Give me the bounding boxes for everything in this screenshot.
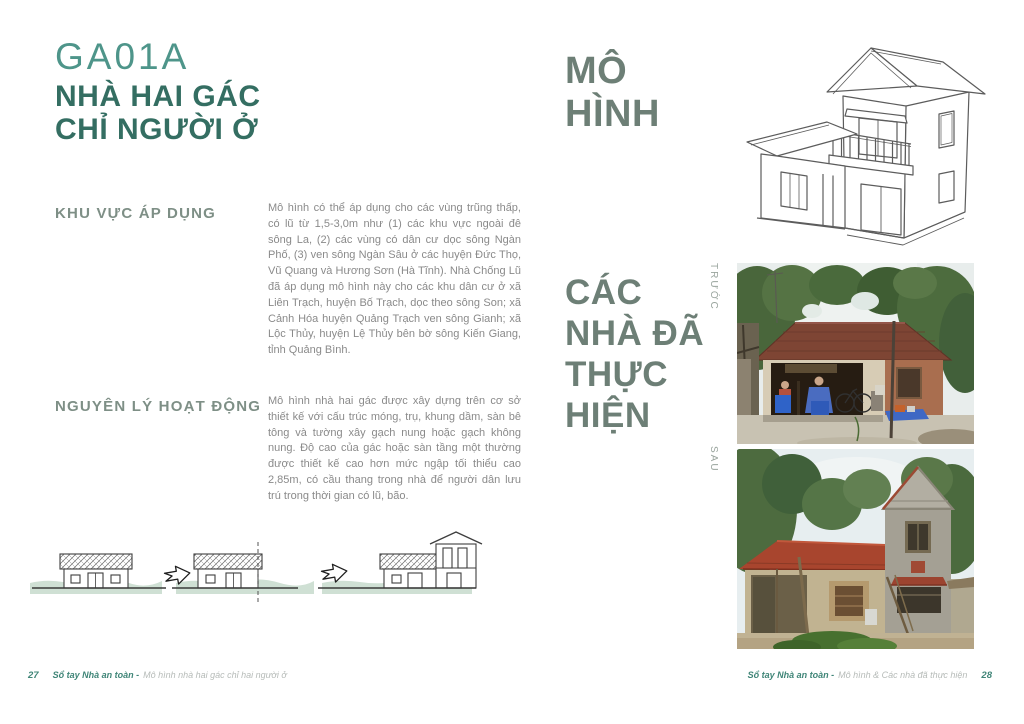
photo-before-illustration — [737, 263, 974, 444]
photo-before-label: TRƯỚC — [708, 263, 719, 311]
section-body-application-area: Mô hình có thể áp dụng cho các vùng trũng thấp, có lũ từ 1,5-3,0m như (1) các khu vực ngoài đê sông La, (2) các vùng có dân cư dọc sông Ngàn Phố, (3) ven sông Ngàn Sâu ở các huyện Đức Thọ, Vũ Quang và Hương Sơn (Hà Tĩnh). Nhà Chống Lũ đã áp dụng mô hình này cho các khu dân cư ở xã Liên Trạch, huyện Bố Trạch, dọc theo sông Son; xã Cảnh Hóa huyện Quảng Trạch ven sông Gianh; xã Lộc Thủy, huyện Lệ Thủy bên bờ sông Kiến Giang, tỉnh Quảng Bình. — [268, 202, 521, 357]
house-sketch-3d — [743, 28, 1015, 256]
booklet-title: Sổ tay Nhà an toàn - — [52, 670, 140, 680]
photo-after-illustration — [737, 449, 974, 649]
chapter-title: Mô hình nhà hai gác chỉ hai người ở — [143, 670, 287, 680]
section-heading-application-area: KHU VỰC ÁP DỤNG — [55, 205, 217, 222]
photo-before — [737, 263, 974, 444]
footer-left — [28, 670, 287, 681]
footer-right — [748, 670, 992, 681]
photo-after — [737, 449, 974, 649]
heading-built-line-4: HIỆN — [565, 396, 651, 435]
page-title-line-1: NHÀ HAI GÁC — [55, 80, 261, 113]
footer-right-text — [748, 670, 968, 680]
page-number-right: 28 — [981, 670, 992, 681]
page-title — [55, 80, 261, 146]
house-before-diagram — [60, 554, 132, 588]
heading-model-line-2: HÌNH — [565, 93, 660, 135]
heading-model — [565, 50, 660, 136]
section-body-operating-principle: Mô hình nhà hai gác được xây dựng trên cơ sở thiết kế với cấu trúc móng, trụ, khung dầm, sàn bê tông và tường xây gạch nung hoặc gạch không nung. Độ cao của gác hoặc sàn tầng một thường được thiết kế cao hơn mức ngập tối thiểu cao 2,85m, có cầu thang trong nhà để người dân lưu trú trong thời gian có lũ, bão. — [268, 395, 521, 502]
page-title-line-2: CHỈ NGƯỜI Ở — [55, 113, 259, 146]
heading-built-line-1: CÁC — [565, 273, 643, 312]
model-code: GA01A — [55, 36, 190, 77]
footer-left-text — [53, 670, 287, 680]
chapter-title: Mô hình & Các nhà đã thực hiện — [838, 670, 968, 680]
heading-model-line-1: MÔ — [565, 50, 628, 92]
page-number-left: 27 — [28, 670, 39, 681]
house-transformation-diagram — [30, 528, 500, 628]
heading-built-line-3: THỰC — [565, 355, 668, 394]
house-two-story-diagram — [380, 532, 482, 588]
heading-built-houses — [565, 272, 704, 436]
house-cut-diagram — [194, 554, 262, 588]
booklet-title: Sổ tay Nhà an toàn - — [747, 670, 835, 680]
section-heading-operating-principle: NGUYÊN LÝ HOẠT ĐỘNG — [55, 398, 262, 415]
heading-built-line-2: NHÀ ĐÃ — [565, 314, 705, 353]
photo-after-label: SAU — [708, 446, 719, 473]
